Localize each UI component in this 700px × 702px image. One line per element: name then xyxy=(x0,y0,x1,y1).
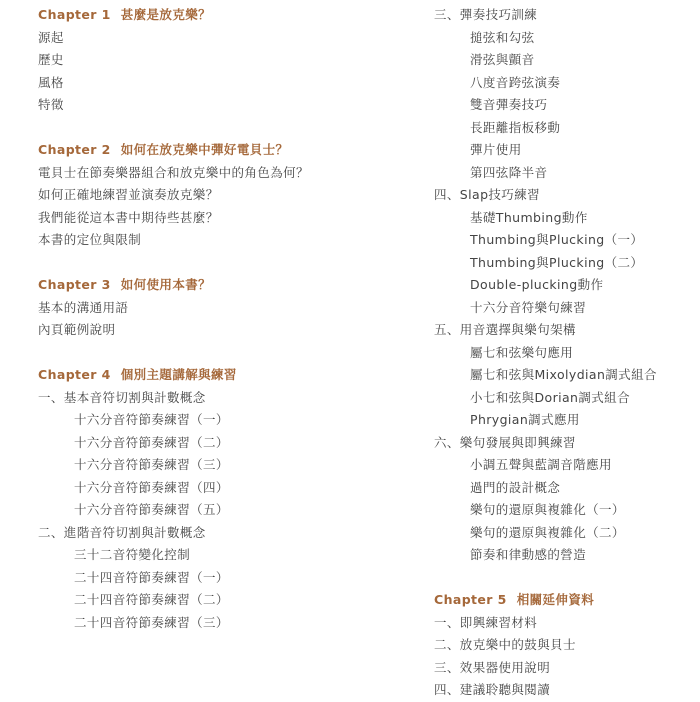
toc-item: 我們能從這本書中期待些甚麼？ xyxy=(38,209,219,225)
toc-item: 二、放克樂中的鼓與貝士 xyxy=(434,637,576,652)
toc-item: 樂句的還原與複雜化（一） xyxy=(470,502,625,517)
toc-item: 屬七和弦樂句應用 xyxy=(470,344,574,360)
toc-item: 十六分音符節奏練習（四） xyxy=(74,479,229,495)
toc-item: 風格 xyxy=(38,74,64,90)
chapter-title: 個別主題講解與練習 xyxy=(120,367,237,382)
spacer xyxy=(38,342,418,365)
chapter-title: 如何在放克樂中彈好電貝士？ xyxy=(120,142,289,157)
chapter-number: Chapter 2 xyxy=(38,142,111,157)
toc-item: 過門的設計概念 xyxy=(470,479,561,495)
toc-item: 十六分音符節奏練習（二） xyxy=(74,434,229,450)
toc-item: 一、即興練習材料 xyxy=(434,614,538,630)
toc-item: 十六分音符樂句練習 xyxy=(470,299,587,315)
chapter-title: 如何使用本書？ xyxy=(120,277,212,292)
toc-section-heading: 四、Slap技巧練習 xyxy=(434,187,541,202)
chapter-1-heading xyxy=(38,4,418,27)
toc-item: 小調五聲與藍調音階應用 xyxy=(470,457,612,472)
toc-item: 十六分音符節奏練習（五） xyxy=(74,502,229,517)
chapter-3-heading xyxy=(38,274,418,297)
chapter-5-heading xyxy=(434,589,696,612)
toc-section-heading: 六、樂句發展與即興練習 xyxy=(434,434,576,450)
toc-left-column xyxy=(38,4,418,634)
toc-item: 三十二音符變化控制 xyxy=(74,547,191,562)
toc-item: 如何正確地練習並演奏放克樂？ xyxy=(38,187,219,202)
toc-item: 基本的溝通用語 xyxy=(38,299,129,315)
toc-item: 雙音彈奏技巧 xyxy=(470,97,548,112)
toc-item: Double-plucking動作 xyxy=(470,277,604,292)
toc-item: 搥弦和勾弦 xyxy=(470,29,535,45)
toc-item: 滑弦與顫音 xyxy=(470,52,535,67)
toc-item: 三、效果器使用說明 xyxy=(434,659,551,675)
toc-item: 彈片使用 xyxy=(470,142,522,157)
chapter-title: 相關延伸資料 xyxy=(516,592,595,607)
chapter-number: Chapter 4 xyxy=(38,367,111,382)
toc-item: 二十四音符節奏練習（二） xyxy=(74,592,229,607)
toc-item: 第四弦降半音 xyxy=(470,164,548,180)
toc-item: 四、建議聆聽與閱讀 xyxy=(434,682,551,697)
toc-right-column xyxy=(434,4,696,702)
toc-item: 基礎Thumbing動作 xyxy=(470,209,588,225)
toc-item: 小七和弦與Dorian調式組合 xyxy=(470,389,630,405)
toc-item: 二十四音符節奏練習（一） xyxy=(74,569,229,585)
toc-item: 源起 xyxy=(38,29,64,45)
toc-section-heading: 一、基本音符切割與計數概念 xyxy=(38,389,206,405)
toc-section-heading: 五、用音選擇與樂句架構 xyxy=(434,322,576,337)
toc-section-heading: 二、進階音符切割與計數概念 xyxy=(38,524,206,540)
toc-item: 屬七和弦與Mixolydian調式組合 xyxy=(470,367,657,382)
toc-item: 八度音跨弦演奏 xyxy=(470,74,561,90)
toc-item: 長距離指板移動 xyxy=(470,119,561,135)
toc-item: 歷史 xyxy=(38,52,64,67)
toc-section-heading: 三、彈奏技巧訓練 xyxy=(434,7,538,22)
toc-item: 本書的定位與限制 xyxy=(38,232,142,247)
toc-item: 電貝士在節奏樂器組合和放克樂中的角色為何？ xyxy=(38,164,309,180)
toc-item: 二十四音符節奏練習（三） xyxy=(74,614,229,630)
chapter-4-heading xyxy=(38,364,418,387)
toc-item: 十六分音符節奏練習（一） xyxy=(74,412,229,427)
toc-item: Thumbing與Plucking（一） xyxy=(470,232,644,247)
chapter-2-heading xyxy=(38,139,418,162)
toc-item: Phrygian調式應用 xyxy=(470,412,580,427)
chapter-number: Chapter 1 xyxy=(38,7,111,22)
chapter-number: Chapter 3 xyxy=(38,277,111,292)
toc-item: 樂句的還原與複雜化（二） xyxy=(470,524,625,540)
spacer xyxy=(38,117,418,140)
toc-item: 節奏和律動感的營造 xyxy=(470,547,587,562)
toc-item: Thumbing與Plucking（二） xyxy=(470,254,644,270)
toc-item: 特徵 xyxy=(38,97,64,112)
chapter-number: Chapter 5 xyxy=(434,592,507,607)
spacer xyxy=(38,252,418,275)
toc-item: 內頁範例說明 xyxy=(38,322,116,337)
toc-item: 十六分音符節奏練習（三） xyxy=(74,457,229,472)
chapter-title: 甚麼是放克樂？ xyxy=(120,7,212,22)
spacer xyxy=(434,567,696,590)
